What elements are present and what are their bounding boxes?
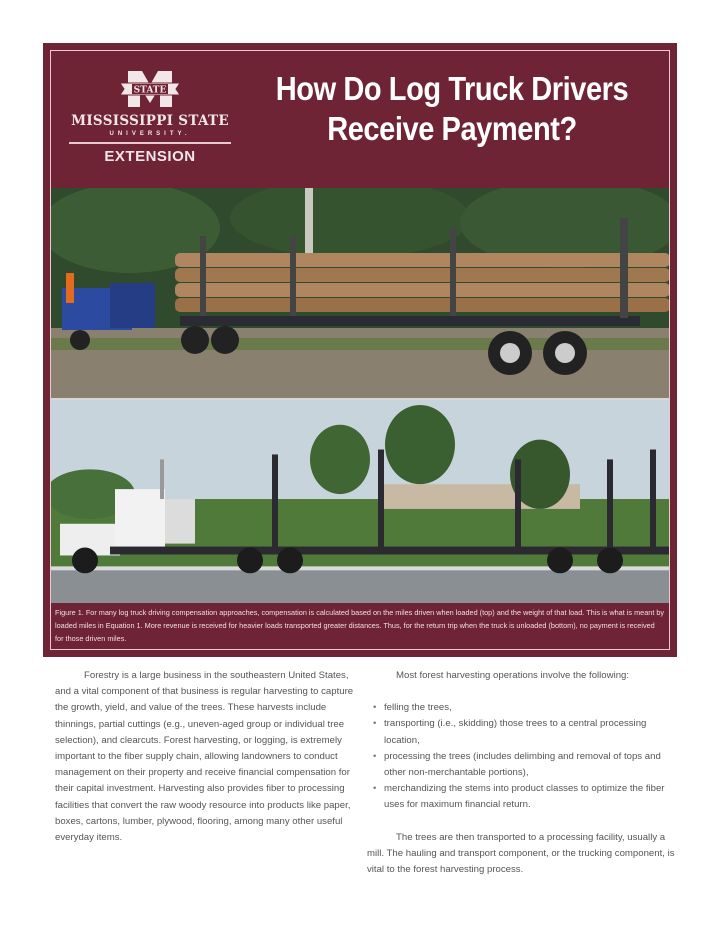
title-line-2: Receive Payment? [327, 110, 577, 147]
logo-sub: UNIVERSITY. [109, 131, 191, 137]
banner-border [50, 50, 670, 650]
cover-banner [43, 43, 677, 657]
svg-text:STATE: STATE [133, 85, 167, 96]
list-item: • felling the trees, [367, 700, 679, 716]
figure-caption: Figure 1. For many log truck driving compensation approaches, compensation is calculated based on the miles driven when loaded (top) and the weight of that load. This is what is meant by loaded miles in Equation 1. More revenue is received for heavier loads transported greater distances. Thus, for the return trip when the truck is unloaded (bottom), no payment is received for those driven miles. [55, 608, 665, 643]
title-line-1: How Do Log Truck Drivers [275, 70, 629, 107]
left-column [55, 668, 355, 846]
list-item: • processing the trees (includes delimbing and removal of tops and other non-merchantable portions), [367, 749, 679, 781]
list-item: • merchandizing the stems into product classes to optimize the fiber uses for maximum financial return. [367, 781, 679, 813]
logo-unit: EXTENSION [104, 148, 196, 165]
logo-name: MISSISSIPPI STATE [71, 113, 229, 129]
operations-intro: Most forest harvesting operations involve the following: [396, 670, 630, 681]
operations-list [367, 700, 679, 813]
intro-paragraph: Forestry is a large business in the southeastern United States, and a vital component of that business is regular harvesting to capture the growth, yield, and value of the trees. These harvests include thinnings, partial cuttings (e.g., uneven-aged group or individual tree selection), and clearcuts. Forest harvesting, or logging, is extremely important to the fiber supply chain, allowing landowners to conduct management on their property and receive financial compensation for their capital investment. Harvesting also provides fiber to processing facilities that convert the raw woody resource into products like paper, boxes, cartons, lumber, plywood, flooring, among many other useful everyday items. [55, 670, 354, 844]
transport-paragraph: The trees are then transported to a processing facility, usually a mill. The hauling and transport component, or the trucking component, is vital to the forest harvesting process. [367, 831, 675, 876]
list-item: • transporting (i.e., skidding) those trees to a central processing location, [367, 716, 679, 748]
right-column [367, 668, 679, 878]
